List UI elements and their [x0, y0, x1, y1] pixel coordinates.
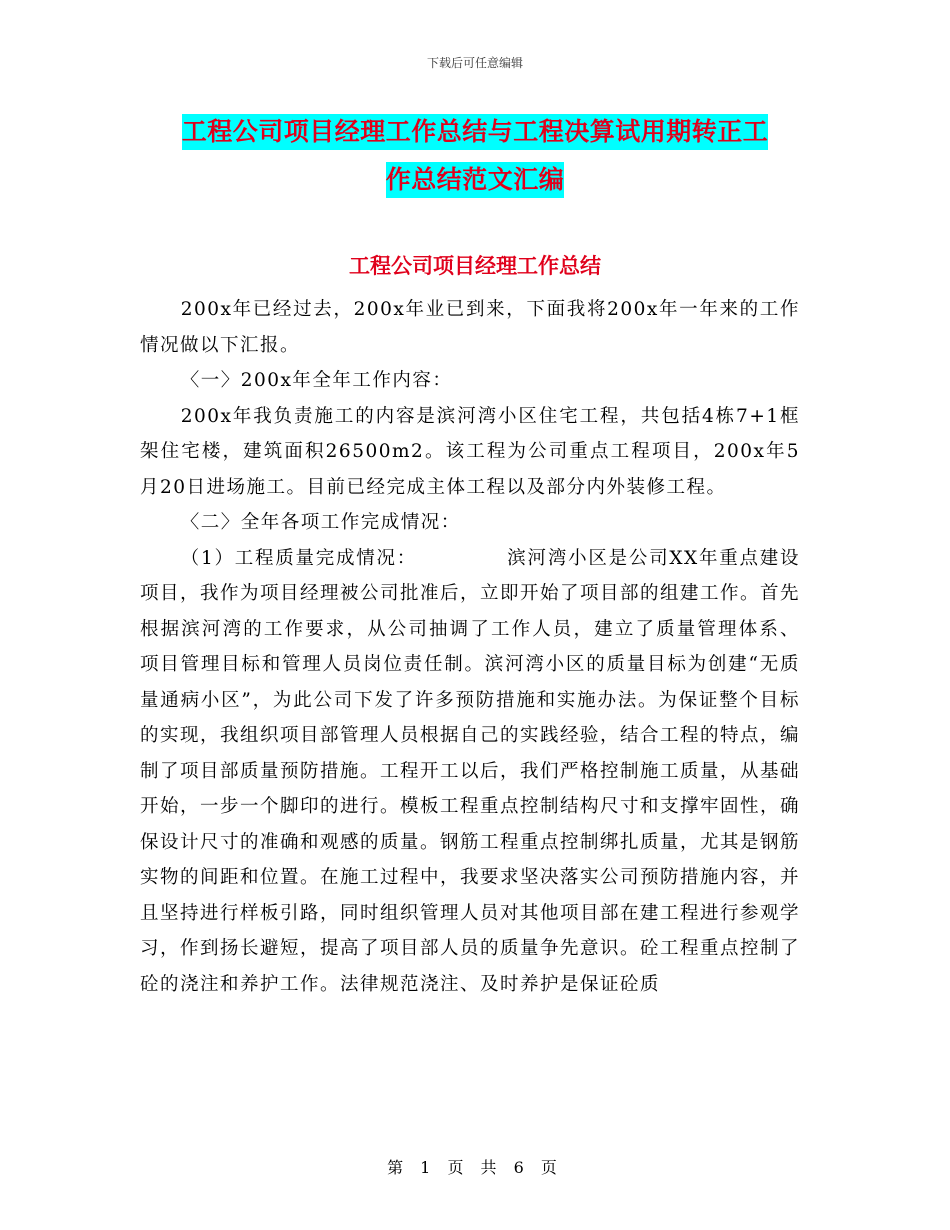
- paragraph: 200x年已经过去，200x年业已到来，下面我将200x年一年来的工作情况做以下汇报。: [140, 299, 800, 356]
- title-line-1: 工程公司项目经理工作总结与工程决算试用期转正工: [182, 114, 769, 150]
- quality-text: 滨河湾小区是公司XX年重点建设项目，我作为项目经理被公司批准后，立即开始了项目部的组建工作。首先根据滨河湾的工作要求，从公司抽调了工作人员，建立了质量管理体系、 项目管理目标和管理人员岗位责任制。滨河湾小区的质量目标为创建“无质量通病小区”，为此公司下发了许多预防措施和实施办法。为保证整个目标的实现，我组织项目部管理人员根据自己的实践经验，结合工程的特点，编制了项目部质量预防措施。工程开工以后，我们严格控制施工质量，从基础开始，一步一个脚印的进行。模板工程重点控制结构尺寸和支撑牢固性，确保设计尺寸的准确和观感的质量。钢筋工程重点控制绑扎质量，尤其是钢筋实物的间距和位置。在施工过程中，我要求坚决落实公司预防措施内容，并且坚持进行样板引路，同时组织管理人员对其他项目部在建工程进行参观学习，作到扬长避短，提高了项目部人员的质量争先意识。砼工程重点控制了砼的浇注和养护工作。法律规范浇注、及时养护是保证砼质: [140, 547, 801, 995]
- document-title: [140, 108, 810, 204]
- document-body: [140, 292, 800, 1002]
- quality-lead: （1）工程质量完成情况：: [180, 547, 418, 569]
- page-footer: 第 1 页 共 6 页: [387, 1158, 563, 1177]
- quality-paragraph: [140, 541, 800, 1003]
- section-title: 工程公司项目经理工作总结: [349, 254, 601, 278]
- paragraph: 〈一〉200x年全年工作内容：: [180, 370, 453, 391]
- paragraph: 200x年我负责施工的内容是滨河湾小区住宅工程，共包括4栋7+1框架住宅楼，建筑面积26500m2。该工程为公司重点工程项目，200x年5月20日进场施工。目前已经完成主体工程以及部分内外装修工程。: [140, 405, 800, 498]
- title-line-2: 作总结范文汇编: [386, 162, 565, 198]
- paragraph: 〈二〉全年各项工作完成情况：: [180, 512, 461, 533]
- header-note: 下载后可任意编辑: [426, 56, 523, 70]
